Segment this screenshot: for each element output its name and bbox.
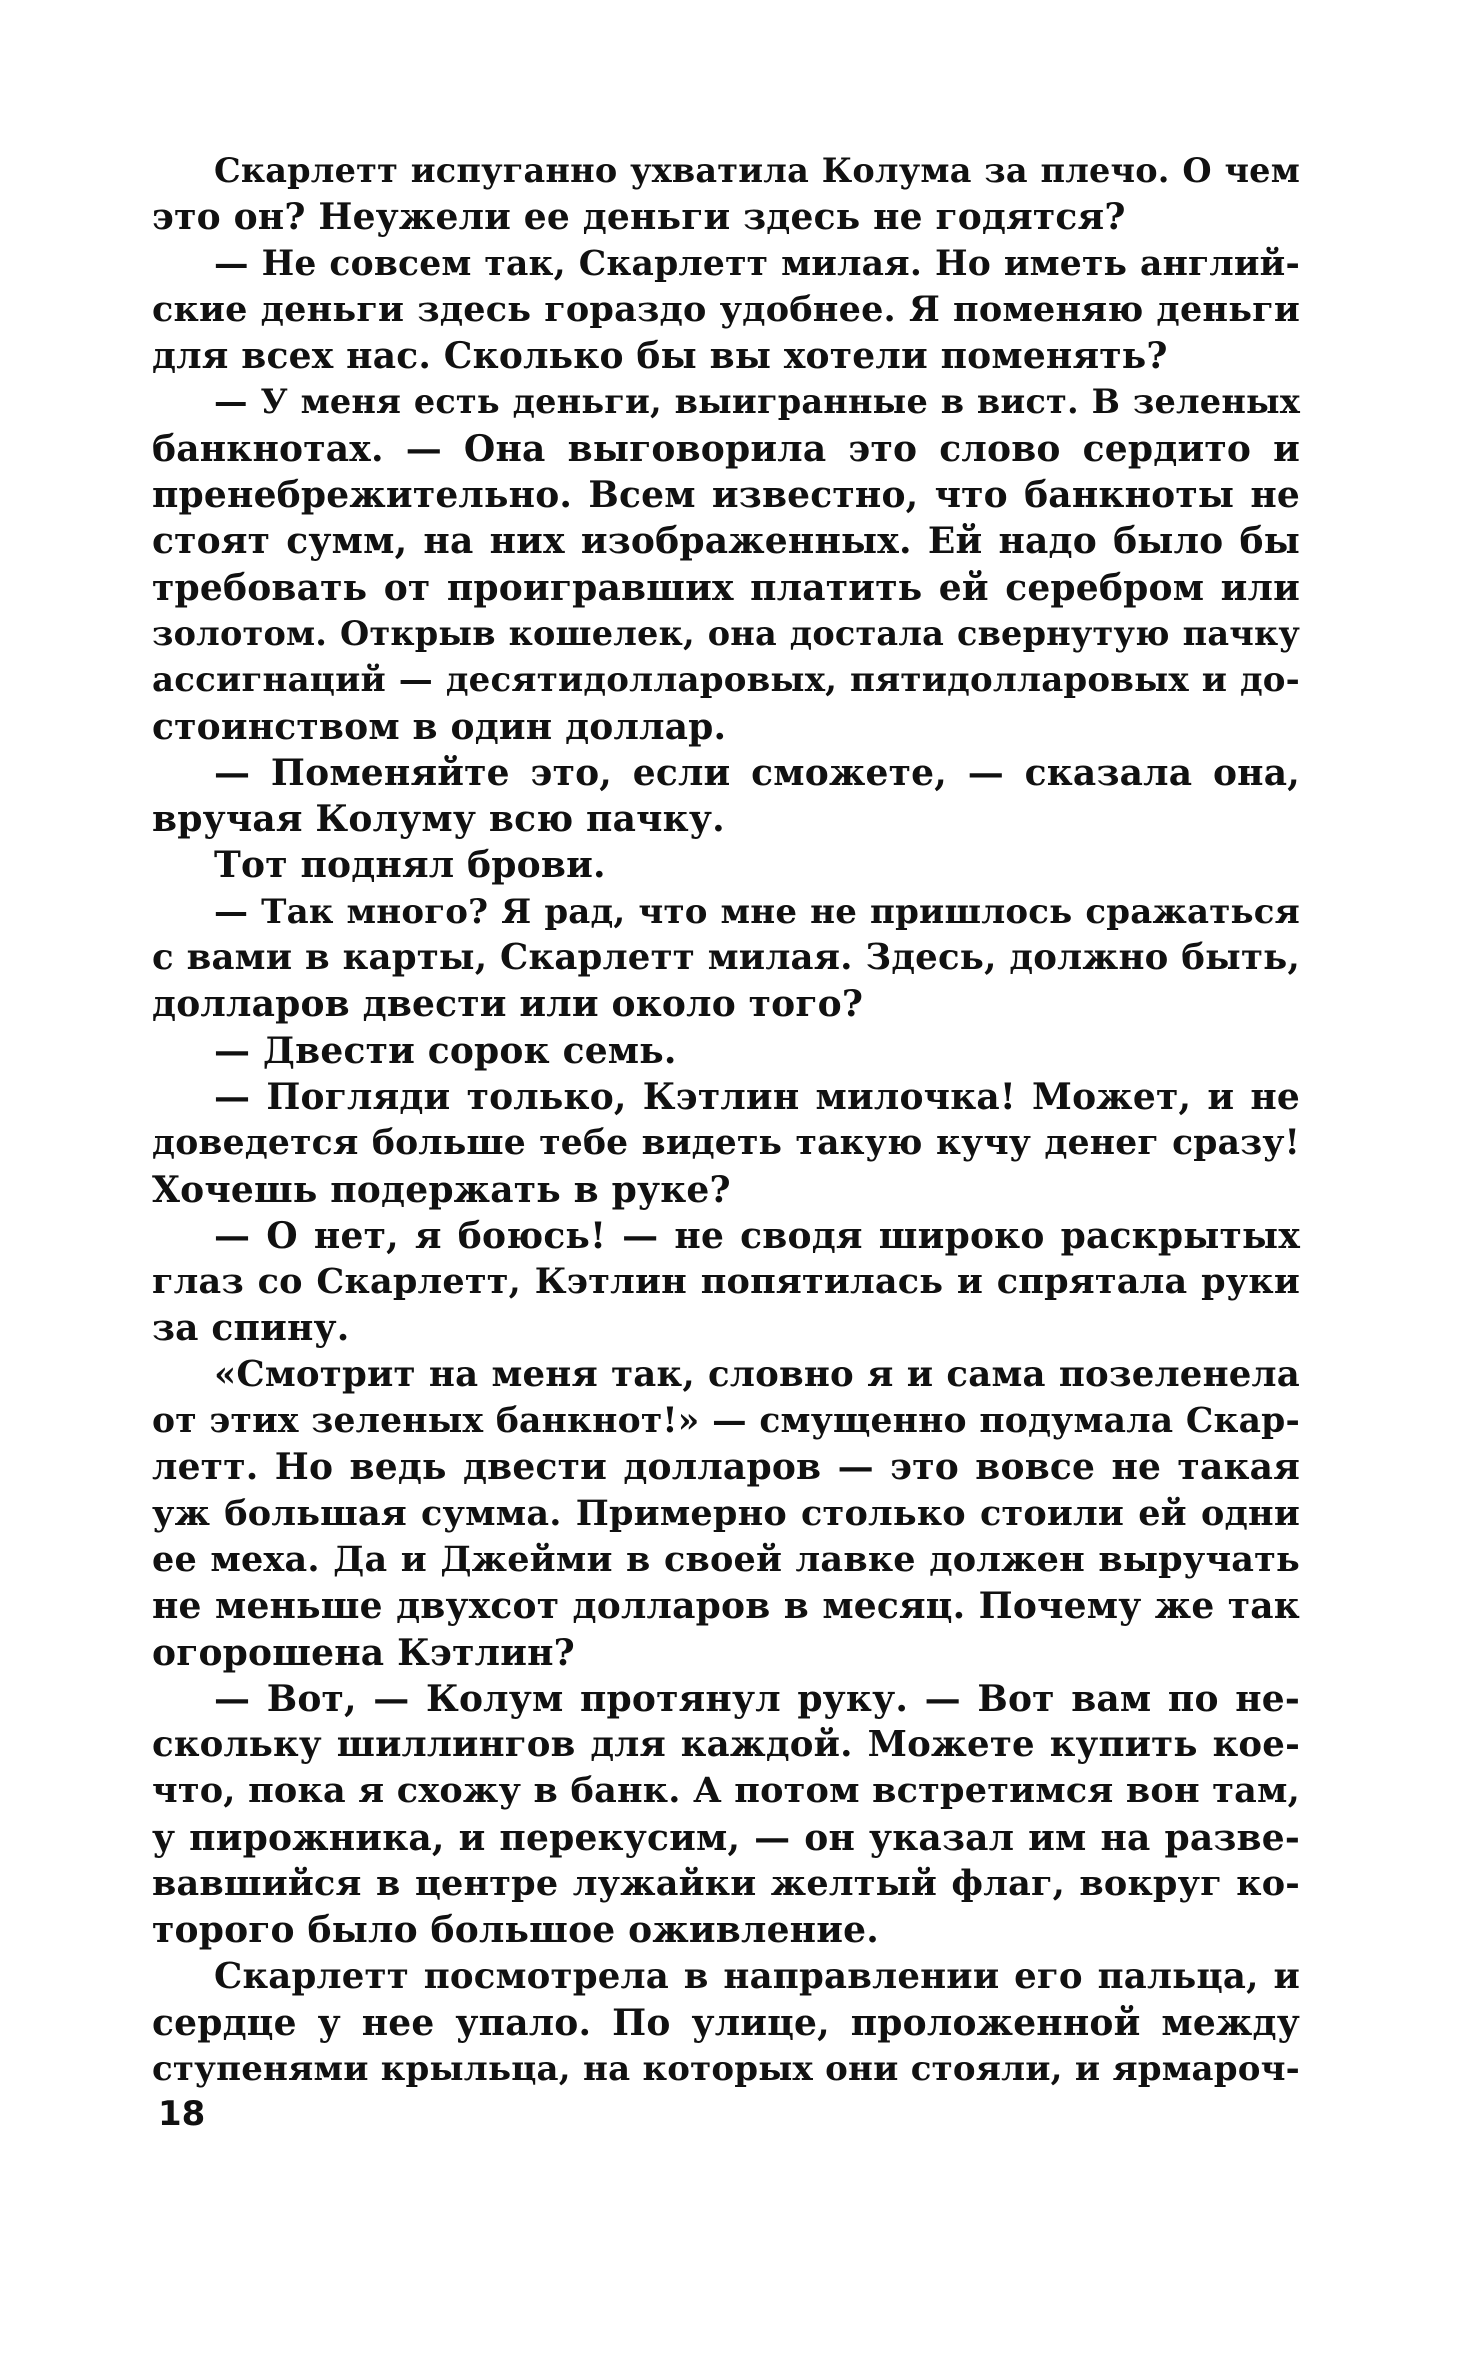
text-line: требовать от проигравших платить ей серебром или <box>152 566 1300 609</box>
text-line: — О нет, я боюсь! — не сводя широко раскрытых <box>214 1214 1300 1257</box>
text-line: торого было большое оживление. <box>152 1909 879 1952</box>
text-line: — У меня есть деньги, выигранные в вист. В зеленых <box>214 382 1300 422</box>
text-line: вавшийся в центре лужайки желтый флаг, вокруг ко- <box>152 1862 1300 1904</box>
page-number: 18 <box>158 2094 206 2134</box>
text-line: золотом. Открыв кошелек, она достала свернутую пачку <box>152 613 1300 653</box>
text-line: ее меха. Да и Джейми в своей лавке должен выручать <box>152 1538 1300 1580</box>
body-text <box>152 148 1300 2092</box>
text-line: доведется больше тебе видеть такую кучу денег сразу! <box>152 1123 1300 1164</box>
text-line: вручая Колуму всю пачку. <box>152 798 725 841</box>
text-line: — Вот, — Колум протянул руку. — Вот вам по не- <box>214 1677 1300 1720</box>
text-line: сердце у нее упало. По улице, проложенной между <box>152 2001 1300 2044</box>
text-line: от этих зеленых банкнот!» — смущенно подумала Скар- <box>152 1401 1300 1442</box>
text-line: — Двести сорок семь. <box>214 1029 677 1072</box>
text-line: «Смотрит на меня так, словно я и сама позеленела <box>214 1353 1300 1395</box>
text-line: у пирожника, и перекусим, — он указал им на разве- <box>152 1816 1300 1859</box>
text-line: — Поменяйте это, если сможете, — сказала она, <box>214 751 1300 794</box>
text-line: Тот поднял брови. <box>214 844 606 887</box>
text-line: стоинством в один доллар. <box>152 705 727 748</box>
text-line: — Так много? Я рад, что мне не пришлось сражаться <box>214 891 1300 932</box>
text-line: с вами в карты, Скарлетт милая. Здесь, должно быть, <box>152 937 1300 979</box>
text-line: стоят сумм, на них изображенных. Ей надо было бы <box>152 520 1300 563</box>
text-line: ассигнаций — десятидолларовых, пятидолларовых и до- <box>152 660 1300 701</box>
text-line: ские деньги здесь гораздо удобнее. Я поменяю деньги <box>152 288 1300 330</box>
text-line: — Погляди только, Кэтлин милочка! Может, и не <box>214 1075 1300 1118</box>
text-line: банкнотах. — Она выговорила это слово сердито и <box>152 427 1300 470</box>
text-line: не меньше двухсот долларов в месяц. Почему же так <box>152 1585 1300 1628</box>
text-line: пренебрежительно. Всем известно, что банкноты не <box>152 474 1300 517</box>
text-line: Хочешь подержать в руке? <box>152 1168 731 1211</box>
text-line: долларов двести или около того? <box>152 983 864 1026</box>
text-line: ступенями крыльца, на которых они стояли, и ярмароч- <box>152 2049 1300 2090</box>
text-line: Скарлетт посмотрела в направлении его пальца, и <box>214 1955 1300 1997</box>
text-line: — Не совсем так, Скарлетт милая. Но иметь англий- <box>214 243 1300 284</box>
text-line: огорошена Кэтлин? <box>152 1631 575 1674</box>
text-line: летт. Но ведь двести долларов — это вовсе не такая <box>152 1446 1300 1489</box>
text-line: что, пока я схожу в банк. А потом встретимся вон там, <box>152 1770 1300 1812</box>
text-line: глаз со Скарлетт, Кэтлин попятилась и спрятала руки <box>152 1261 1300 1303</box>
text-line: это он? Неужели ее деньги здесь не годятся? <box>152 196 1126 239</box>
text-line: за спину. <box>152 1307 350 1350</box>
text-line: Скарлетт испуганно ухватила Колума за плечо. О чем <box>214 151 1300 190</box>
text-line: уж большая сумма. Примерно столько стоили ей одни <box>152 1492 1300 1534</box>
text-line: для всех нас. Сколько бы вы хотели поменять? <box>152 335 1168 378</box>
text-line: скольку шиллингов для каждой. Можете купить кое- <box>152 1724 1300 1766</box>
